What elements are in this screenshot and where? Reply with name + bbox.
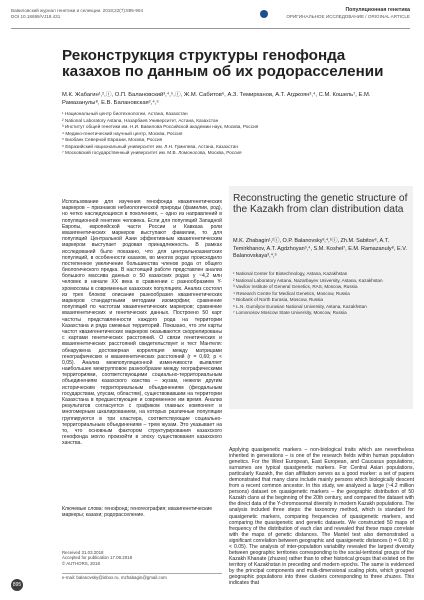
article-title-en: Reconstructing the genetic structure of the Kazakh from clan distribution data — [233, 193, 408, 215]
affiliation-ru: ⁴ Медико-генетический научный центр, Москва, Россия — [62, 130, 183, 136]
keywords-ru: Ключевые слова: генофонд; геногеография; квазигенетические маркеры; казахи; родорасселение. — [62, 506, 213, 519]
journal-doi[interactable]: DOI 10.18699/VJ18.431 — [11, 13, 61, 19]
affiliation-ru: ³ Институт общей генетики им. Н.И. Вавилова Российской академии наук, Москва, Россия — [62, 124, 259, 129]
affiliation-en: ⁴ Research Centre for Medical Genetics, Moscow, Russia — [233, 290, 350, 296]
section-logo-icon — [260, 10, 268, 18]
correspondence-email[interactable]: e-mail: balanovsky@inbox.ru, mzhabagin@gmail.com — [62, 573, 222, 580]
affiliation-ru: ⁵ Биобанк Северной Евразии, Москва, Россия — [62, 137, 163, 142]
article-title-ru: Реконструкция структуры генофонда казахов по данным об их родорасселении — [62, 47, 384, 80]
copyright: © AUTHORS, 2018 — [62, 560, 100, 566]
section-header — [286, 8, 410, 19]
affiliation-en: ¹ National Center for Biotechnology, Astana, Kazakhstan — [233, 271, 348, 276]
affiliations-en — [233, 271, 409, 317]
affiliation-en: ² National Laboratory Astana, Nazarbayev University, Astana, Kazakhstan — [233, 277, 383, 283]
affiliation-ru: ² National Laboratory Astana, Назарбаев Университет, Астана, Казахстан — [62, 117, 219, 123]
affiliation-ru: ⁶ Евразийский национальный университет им. Л.Н. Гумилева, Астана, Казахстан — [62, 143, 238, 149]
received-date: Received 31.03.2018 — [62, 550, 104, 555]
section-title: Популяционная генетика — [345, 7, 410, 13]
authors-en: M.K. Zhabagin¹,²ⓘ, O.P. Balanovsky³,⁴,⁵ⓘ, Zh.M. Sabitov⁶, A.T. Temirkhanov, A.T. Agdzhoyan³,⁴, S.M. Koshel⁷, E.M. Ramazanuly⁸, E.V. Balanovskaya³,⁴,⁵ — [233, 238, 407, 260]
abstract-en: Applying quasigenetic markers – non-biological traits which are nevertheless inherited in generations – is one of the research fields within human population genetics. For the West European, East European, and Caucasus populations, surnames are typical quasigenetic markers. For Central Asian populations, particularly Kazakh, the clan affiliation serves as a good marker: a set of papers demonstrated that many clans include mainly persons which biologically descent from a recent common ancestor. In this study, we analyzed a large (~4.2 million persons) dataset on quasigenetic markers – the geographic distribution of 50 Kazakh clans at the beginning of the 20th century, and compared the dataset with the direct data of the Y-chromosomal diversity in modern Kazakh populations. The analysis included three steps: the taxonomy method, which is standard for quasigenetic markers, comparing frequencies of quasigenetic markers, and comparing the quasigenetic and genetic datasets. We constructed 50 maps of frequency of the distribution of each clan and revealed that these maps correlate with the maps of genetic distances. The Mantel test also demonstrated a significant correlation between geographic and quasigenetic distances (r = 0.60; p < 0.05). The analysis of inter-population variability revealed the largest diversity between geographic territories corresponding to the social-territorial groups of the Kazakh Khanate (zhuzes) rather than to other historical groups that existed on the territory of Kazakhstan in preceding and modern epochs. The same is evidenced by the principal components and multi-dimensional scaling plots, which grouped geographic populations into three clusters corresponding to three zhuzes. This indicates that — [229, 447, 414, 587]
journal-citation: Вавиловский журнал генетики и селекции. 2018;22(7):895-904 — [11, 8, 144, 13]
affiliation-ru: ¹ Национальный центр биотехнологии, Астана, Казахстан — [62, 111, 188, 116]
authors-ru: М.К. Жабагин¹,²,ⓘ, О.П. Балановский³,⁴,⁵,ⓘ, Ж.М. Сабитов⁶, А.З. Темирханов, А.Т. Агджоян³,⁴, С.М. Кошель⁷, Е.М. Рамазанулы⁸, Е.В. Балановская³,⁴,⁵ — [62, 92, 371, 106]
affiliation-en: ⁵ Biobank of North Eurasia, Moscow, Russia — [233, 297, 323, 303]
affiliation-en: ⁷ Lomonosov Moscow State University, Moscow, Russia — [233, 310, 347, 316]
affiliations-ru — [62, 111, 362, 157]
affiliation-ru: ⁷ Московский государственный университет им. М.В. Ломоносова, Москва, Россия — [62, 150, 242, 155]
accepted-date: Accepted for publication 17.09.2018 — [62, 555, 133, 561]
page-number: 895 — [11, 579, 23, 591]
affiliation-en: ⁶ L.N. Gumilyov Eurasian National University, Astana, Kazakhstan — [233, 303, 367, 309]
header-divider — [11, 28, 410, 29]
journal-header — [11, 8, 143, 19]
affiliation-en: ³ Vavilov Institute of General Genetics, RAS, Moscow, Russia — [233, 284, 358, 290]
publication-dates — [62, 550, 222, 566]
article-type: ОРИГИНАЛЬНОЕ ИССЛЕДОВАНИЕ / ORIGINAL ARTICLE — [286, 13, 410, 19]
abstract-ru: Использование для изучения генофонда квазигенетических маркеров – признаков небиологической природы (фамилии, род), но четко наследующихся в поколениях, – одно из направлений в популяционной генетике человека. Если для популяций Западной Европы, европейской части России и Кавказа роли квазигенетических маркеров выступают фамилии, то для популяций Центральной Азии эффективным квазигенетическим маркером выступает родовая принадлежность. В рамках исследований было показано, что для центральноазиатских популяций, в особенности казахов, во многих родах происходило постепенное увеличение большинства членов рода от общего биологического предка. В настоящей работе представлен анализ большого массива данных о 50 казахских родах у ~4,2 млн человек в начале XX века в сравнении с разнообразием Y-хромосомы в современных казахских популяциях. Анализ состоял из трех блоков: описание разнообразия квазигенетических маркеров стандартными методами изоморфии; сравнение популяций по частотам квазигенетических маркеров; сравнение квазигенетических и генетических данных. Построено 50 карт частоты представленности каждого рода на территории Казахстана и ряда смежных территорий. Показано, что эти карты частот квазигенетических маркеров оказываются скоррелированы с картами генетических расстояний. О связи генетических и квазигенетических расстояний свидетельствует и тест Мантеля: обнаружена достоверная корреляция между матрицами генографических и квазигенетических расстояний (r = 0,60; p < 0,05). Анализ межпопуляционной изменчивости выявляет наибольшее межгрупповое разнообразие между географическими территориями, соответствующими социально-территориальным объединениям казахского канства – жузам, нежели другим историческим территориальным объединениям (феодальным государствам, улусам, областям), существовавшим на территории Казахстана в предшествующее и современное им время. Анализ результатов согласуется с графиком главных компонент и многомерным шкалированием, на которых различные популяции группируются в три кластера, соответствующие социально-территориальным объединениям – трем жузам. Это указывает на то, что основным фактором структурирования казахского генофонда могло произойти в эпоху существования казахского ханства. — [62, 199, 222, 447]
